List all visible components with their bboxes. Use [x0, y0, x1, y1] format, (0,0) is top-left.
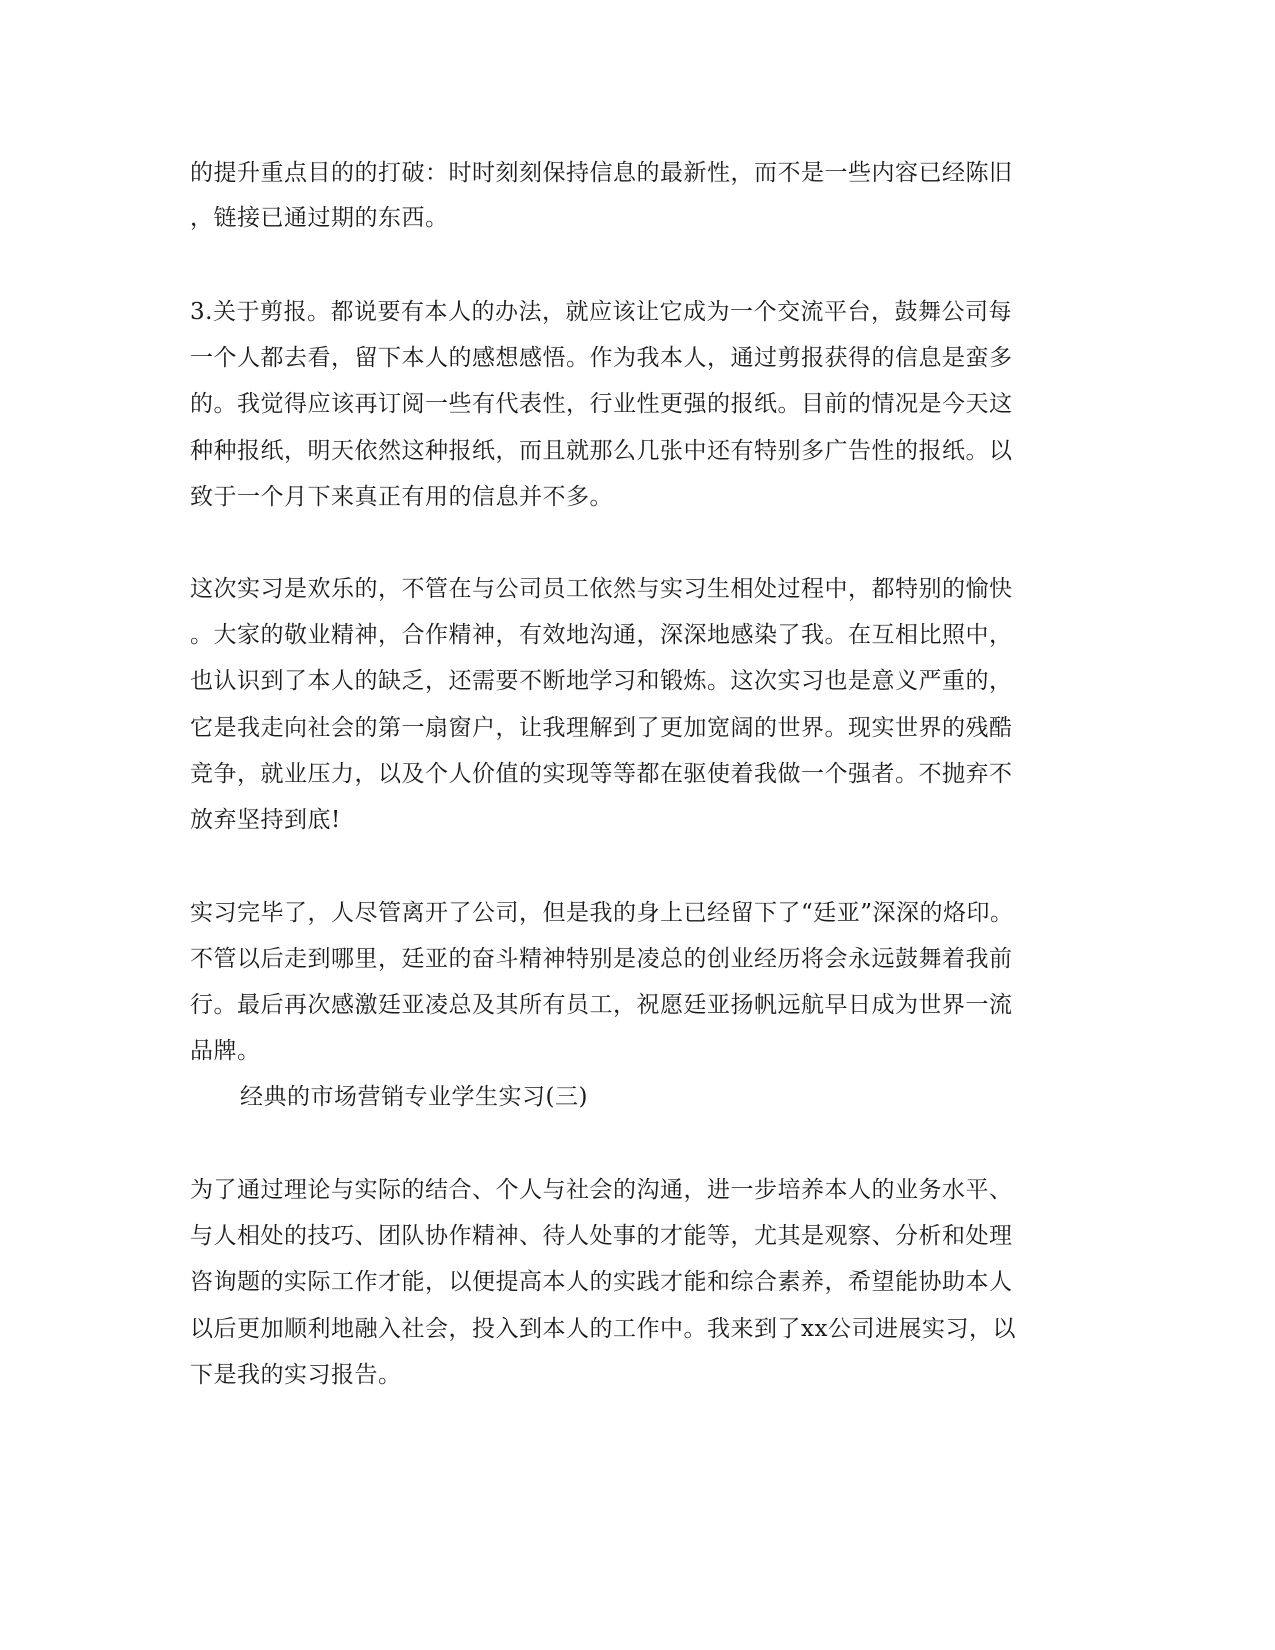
text-line: 它是我走向社会的第一扇窗户，让我理解到了更加宽阔的世界。现实世界的残酷: [190, 715, 1013, 741]
text-line: 行。最后再次感激廷亚凌总及其所有员工，祝愿廷亚扬帆远航早日成为世界一流: [190, 992, 1013, 1018]
text-line: 以后更加顺利地融入社会，投入到本人的工作中。我来到了xx公司进展实习，以: [190, 1316, 1016, 1342]
text-line: 的。我觉得应该再订阅一些有代表性，行业性更强的报纸。目前的情况是今天这: [190, 391, 1013, 417]
text-line: 3.关于剪报。都说要有本人的办法，就应该让它成为一个交流平台，鼓舞公司每: [190, 299, 1012, 325]
text-line: 为了通过理论与实际的结合、个人与社会的沟通，进一步培养本人的业务水平、: [190, 1177, 1013, 1203]
text-line: 一个人都去看，留下本人的感想感悟。作为我本人，通过剪报获得的信息是蛮多: [190, 345, 1013, 371]
text-line: 品牌。: [190, 1038, 261, 1064]
text-line: 咨询题的实际工作才能，以便提高本人的实践才能和综合素养，希望能协助本人: [190, 1269, 1013, 1295]
section-heading: 经典的市场营销专业学生实习(三): [240, 1084, 588, 1110]
text-line: 下是我的实习报告。: [190, 1362, 402, 1388]
text-line: ，链接已通过期的东西。: [190, 205, 449, 231]
text-line: 也认识到了本人的缺乏，还需要不断地学习和锻炼。这次实习也是意义严重的，: [190, 668, 1013, 694]
text-line: 放弃坚持到底!: [190, 807, 341, 833]
text-line: 的提升重点目的的打破：时时刻刻保持信息的最新性，而不是一些内容已经陈旧: [190, 160, 1013, 186]
text-line: 与人相处的技巧、团队协作精神、待人处事的才能等，尤其是观察、分析和处理: [190, 1223, 1013, 1249]
text-line: 。大家的敬业精神，合作精神，有效地沟通，深深地感染了我。在互相比照中，: [190, 622, 1013, 648]
text-line: 这次实习是欢乐的，不管在与公司员工依然与实习生相处过程中，都特别的愉快: [190, 576, 1013, 602]
text-line: 实习完毕了，人尽管离开了公司，但是我的身上已经留下了“廷亚”深深的烙印。: [190, 900, 1014, 926]
text-line: 种种报纸，明天依然这种报纸，而且就那么几张中还有特别多广告性的报纸。以: [190, 438, 1013, 464]
text-line: 致于一个月下来真正有用的信息并不多。: [190, 484, 613, 510]
text-line: 竞争，就业压力，以及个人价值的实现等等都在驱使着我做一个强者。不抛弃不: [190, 761, 1013, 787]
text-line: 不管以后走到哪里，廷亚的奋斗精神特别是凌总的创业经历将会永远鼓舞着我前: [190, 946, 1013, 972]
